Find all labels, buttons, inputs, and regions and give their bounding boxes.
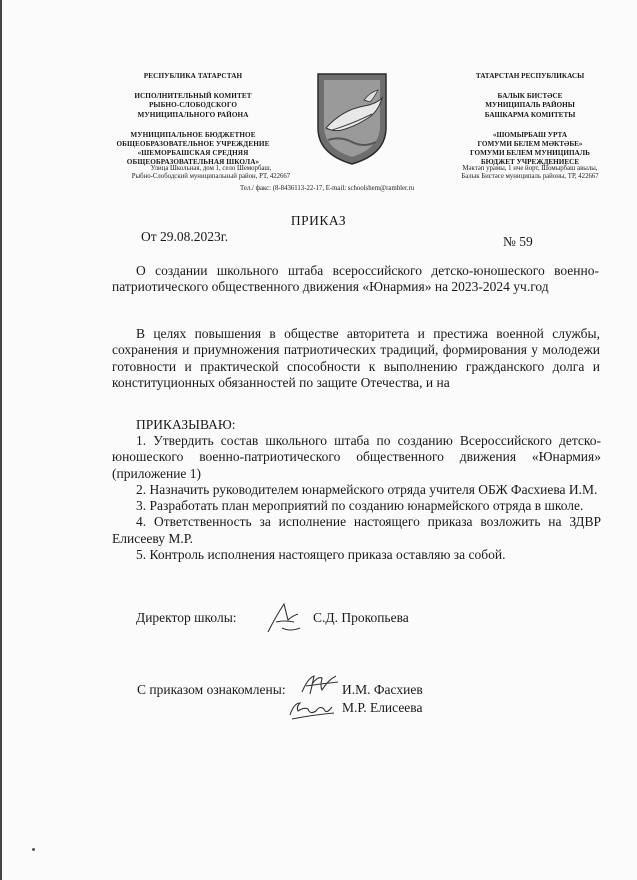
coat-of-arms-icon bbox=[312, 70, 392, 166]
header-left-line: «ШЕМОРБАШСКАЯ СРЕДНЯЯ bbox=[137, 149, 249, 158]
header-right-line: БАШКАРМА КОМИТЕТЫ bbox=[484, 110, 576, 119]
ack-label: С приказом ознакомлены: bbox=[137, 682, 286, 697]
order-word: ПРИКАЗЫВАЮ: bbox=[136, 417, 236, 432]
doc-title: ПРИКАЗ bbox=[290, 213, 347, 228]
order-item: 2. Назначить руководителем юнармейского отряда учителя ОБЖ Фасхиева И.М. bbox=[136, 481, 598, 497]
header-left bbox=[88, 72, 298, 168]
scan-speck bbox=[32, 848, 35, 851]
header-left-line: ИСПОЛНИТЕЛЬНЫЙ КОМИТЕТ bbox=[134, 92, 252, 101]
preamble bbox=[112, 326, 600, 391]
contacts: Тел./ факс: (8-8436113-22-17, E-mail: schoolshem@rambler.ru bbox=[240, 185, 415, 192]
order-item: 5. Контроль исполнения настоящего приказа оставляю за собой. bbox=[136, 547, 506, 563]
director-signature-icon bbox=[262, 598, 306, 638]
director-name: С.Д. Прокопьева bbox=[313, 610, 409, 625]
header-right-line: ТАТАРСТАН РЕСПУБЛИКАСЫ bbox=[475, 72, 585, 80]
header-left-line: ОБЩЕОБРАЗОВАТЕЛЬНАЯ ШКОЛА» bbox=[126, 158, 260, 167]
header-right bbox=[440, 72, 620, 168]
doc-subject bbox=[112, 263, 599, 296]
header-left-line: МУНИЦИПАЛЬНОЕ БЮДЖЕТНОЕ bbox=[130, 130, 256, 139]
header-right-line: ГОМУМИ БЕЛЕМ МӘКТӘБЕ» bbox=[477, 140, 583, 149]
order-item: 1. Утвердить состав школьного штаба по созданию Всероссийского детско-юношеского военно-патриотического общественного движения «Юнармия» (приложение 1) bbox=[112, 433, 601, 481]
doc-date: От 29.08.2023г. bbox=[141, 229, 229, 244]
address-line: Рыбно-Слободский муниципальный район, РТ, 422667 bbox=[131, 173, 291, 181]
order-item: 4. Ответственность за исполнение настоящего приказа возложить на ЗДВР Елисееву М.Р. bbox=[112, 514, 601, 546]
address-line: Балык Бистәсе муниципаль районы, ТР, 422667 bbox=[461, 173, 599, 181]
header-right-line: ГОМУМИ БЕЛЕМ МУНИЦИПАЛЬ bbox=[470, 149, 590, 158]
order-items bbox=[112, 433, 601, 563]
ack-name-1: И.М. Фасхиев bbox=[342, 682, 423, 697]
director-label: Директор школы: bbox=[136, 610, 237, 625]
order-item: 3. Разработать план мероприятий по созданию юнармейского отряда в школе. bbox=[136, 498, 584, 514]
header-left-line: РЕСПУБЛИКА ТАТАРСТАН bbox=[143, 72, 243, 80]
header-left-line: РЫБНО-СЛОБОДСКОГО bbox=[148, 101, 238, 110]
preamble-text: В целях повышения в обществе авторитета и престижа военной службы, сохранения и приумножения патриотических традиций, формирования у молодежи готовности и практической способности к выполнению гражданского долга и конституционных обязанностей по защите Отечества, и на bbox=[112, 326, 600, 390]
header-right-line: БЮДЖЕТ УЧРЕЖДЕНИЕСЕ bbox=[480, 158, 580, 167]
address-line: Мәктәп урамы, 1 нче йорт, Шомырбаш авылы, bbox=[462, 165, 598, 172]
address-left bbox=[86, 165, 336, 181]
ack-name-2: М.Р. Елисеева bbox=[342, 700, 423, 715]
address-line: Улица Школьная, дом 1, село Шеморбаш, bbox=[150, 165, 272, 172]
scan-edge bbox=[0, 0, 2, 880]
address-right bbox=[430, 165, 630, 181]
header-right-line: МУНИЦИПАЛЬ РАЙОНЫ bbox=[485, 101, 575, 110]
header-right-line: «ШОМЫРБАШ УРТА bbox=[492, 130, 568, 139]
signature-1-icon bbox=[298, 672, 342, 698]
header-left-line: ОБЩЕОБРАЗОВАТЕЛЬНОЕ УЧРЕЖДЕНИЕ bbox=[116, 140, 270, 149]
signature-2-icon bbox=[286, 697, 338, 723]
header-right-line: БАЛЫК БИСТӘСЕ bbox=[497, 92, 563, 101]
doc-number: № 59 bbox=[503, 234, 533, 249]
header-left-line: МУНИЦИПАЛЬНОГО РАЙОНА bbox=[137, 110, 249, 119]
subject-text: О создании школьного штаба всероссийского детско-юношеского военно-патриотического общественного движения «Юнармия» на 2023-2024 уч.год bbox=[112, 263, 599, 295]
